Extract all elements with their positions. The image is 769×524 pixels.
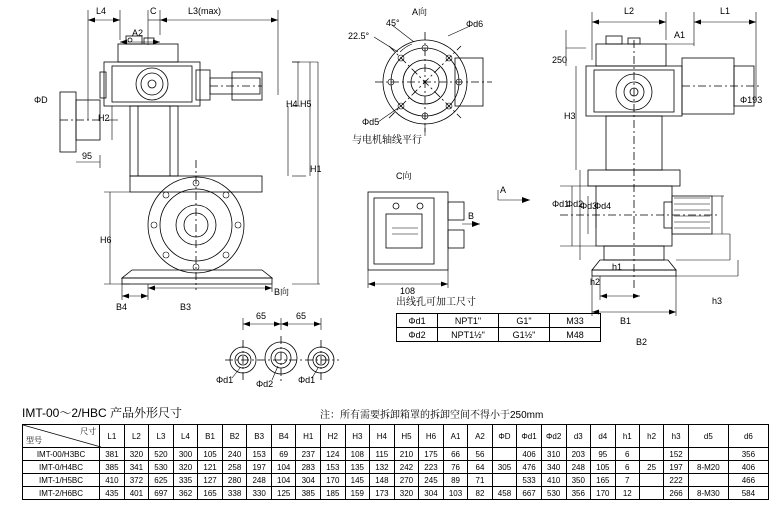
table-cell: 584	[728, 487, 768, 500]
column-header-H4: H4	[370, 425, 395, 448]
dim-B3: B3	[180, 302, 192, 312]
column-header-B3: B3	[247, 425, 272, 448]
table-cell	[639, 448, 663, 461]
dim-250: 250	[552, 55, 568, 65]
table-cell: 210	[394, 448, 419, 461]
table-cell: 466	[728, 474, 768, 487]
table-cell: 135	[345, 461, 370, 474]
dim-Phid2-mid: Φd2	[256, 379, 274, 389]
table-cell: 310	[541, 448, 566, 461]
table-cell: 173	[370, 487, 395, 500]
dim-B1: B1	[620, 316, 632, 326]
table-cell: 340	[541, 461, 566, 474]
column-header-L2: L2	[124, 425, 149, 448]
column-header-d5: d5	[688, 425, 728, 448]
dim-95: 95	[82, 151, 93, 161]
table-cell: 104	[271, 474, 296, 487]
table-cell: 121	[198, 461, 223, 474]
table-cell: 165	[198, 487, 223, 500]
table-cell: 320	[394, 487, 419, 500]
table-cell: 458	[492, 487, 517, 500]
table-row	[23, 461, 769, 474]
table-cell: 127	[198, 474, 223, 487]
table-cell: 197	[664, 461, 689, 474]
hole-row1-c3: M33	[550, 314, 601, 328]
view-c-label: C向	[396, 171, 412, 181]
table-cell: 320	[173, 461, 198, 474]
dim-h2: h2	[590, 277, 601, 287]
column-header-B1: B1	[198, 425, 223, 448]
dim-108: 108	[400, 286, 416, 296]
table-header-row	[23, 425, 769, 448]
angle-45: 45°	[386, 18, 400, 28]
dim-A2: A2	[132, 28, 144, 38]
table-cell: 625	[149, 474, 174, 487]
note-motor-axis-parallel: 与电机轴线平行	[352, 135, 422, 146]
table-cell: 330	[247, 487, 272, 500]
column-header-d4: d4	[591, 425, 616, 448]
column-header-H5: H5	[394, 425, 419, 448]
dim-Phid6: Φd6	[466, 19, 484, 29]
dim-L4: L4	[96, 6, 107, 16]
dim-Phid2: Φd2	[566, 199, 584, 209]
table-corner-cell: 尺寸 型号	[23, 425, 100, 448]
table-cell: 320	[124, 448, 149, 461]
table-cell: 362	[173, 487, 198, 500]
table-cell: 356	[728, 448, 768, 461]
table-cell: 338	[222, 487, 247, 500]
column-header-B4: B4	[271, 425, 296, 448]
table-cell	[492, 474, 517, 487]
table-cell: 170	[321, 474, 346, 487]
dim-B4: B4	[116, 302, 128, 312]
hole-row1-c1: NPT1"	[438, 314, 499, 328]
table-cell: 406	[517, 448, 542, 461]
table-cell: 223	[419, 461, 444, 474]
table-cell: 153	[247, 448, 272, 461]
hole-row2-label: Φd2	[397, 328, 438, 342]
hole-table	[396, 313, 601, 342]
dim-L1: L1	[720, 6, 731, 16]
table-cell: 7	[615, 474, 639, 487]
table-cell: 145	[345, 474, 370, 487]
column-header-Φd2: Φd2	[541, 425, 566, 448]
table-cell: 237	[296, 448, 321, 461]
table-cell: 305	[492, 461, 517, 474]
table-cell: 148	[370, 474, 395, 487]
table-cell: 170	[591, 487, 616, 500]
dimension-table	[22, 424, 769, 500]
dim-h1: h1	[612, 262, 623, 272]
arrow-b-label: B	[468, 211, 475, 221]
table-cell: 335	[173, 474, 198, 487]
dim-H6: H6	[100, 235, 112, 245]
table-cell: 165	[591, 474, 616, 487]
table-cell: 245	[419, 474, 444, 487]
table-cell: 197	[247, 461, 272, 474]
hole-row2-c1: NPT1½"	[438, 328, 499, 342]
table-cell: 350	[566, 474, 591, 487]
dim-Phid1-right: Φd1	[298, 375, 316, 385]
table-cell	[688, 448, 728, 461]
column-header-d6: d6	[728, 425, 768, 448]
dim-H3: H3	[564, 111, 576, 121]
dim-C: C	[150, 6, 157, 16]
column-header-H3: H3	[345, 425, 370, 448]
table-cell: 476	[517, 461, 542, 474]
table-cell: 356	[566, 487, 591, 500]
table-cell: 76	[443, 461, 468, 474]
row-model: IMT-2/H6BC	[23, 487, 100, 500]
table-cell: 410	[541, 474, 566, 487]
table-cell	[688, 474, 728, 487]
table-cell: 66	[443, 448, 468, 461]
hole-row2-c3: M48	[550, 328, 601, 342]
table-cell: 56	[468, 448, 492, 461]
table-cell: 667	[517, 487, 542, 500]
table-cell: 266	[664, 487, 689, 500]
table-row	[23, 487, 769, 500]
table-cell: 185	[321, 487, 346, 500]
table-cell: 103	[443, 487, 468, 500]
table-cell: 175	[419, 448, 444, 461]
table-cell: 406	[728, 461, 768, 474]
table-cell: 159	[345, 487, 370, 500]
table-cell: 89	[443, 474, 468, 487]
column-header-H6: H6	[419, 425, 444, 448]
hole-table-caption: 出线孔可加工尺寸	[396, 297, 476, 308]
dim-65-left: 65	[256, 311, 267, 321]
hole-row1-c2: G1"	[499, 314, 550, 328]
dim-H5: H5	[300, 99, 312, 109]
column-header-ΦD: ΦD	[492, 425, 517, 448]
table-cell: 64	[468, 461, 492, 474]
row-model: IMT-1/H5BC	[23, 474, 100, 487]
table-cell: 153	[321, 461, 346, 474]
column-header-d3: d3	[566, 425, 591, 448]
column-header-A1: A1	[443, 425, 468, 448]
table-cell: 12	[615, 487, 639, 500]
table-cell: 533	[517, 474, 542, 487]
dim-Phi193: Φ193	[740, 95, 763, 105]
column-header-H1: H1	[296, 425, 321, 448]
table-cell: 697	[149, 487, 174, 500]
table-cell: 248	[566, 461, 591, 474]
column-header-L4: L4	[173, 425, 198, 448]
table-cell: 132	[370, 461, 395, 474]
hole-row2-c2: G1½"	[499, 328, 550, 342]
table-cell: 341	[124, 461, 149, 474]
view-b-label: B向	[274, 287, 290, 297]
table-cell: 71	[468, 474, 492, 487]
dim-Phid1-left: Φd1	[216, 375, 234, 385]
column-header-h3: h3	[664, 425, 689, 448]
table-cell: 520	[149, 448, 174, 461]
dim-H1: H1	[310, 164, 322, 174]
table-cell: 304	[419, 487, 444, 500]
table-row	[397, 314, 601, 328]
table-cell: 372	[124, 474, 149, 487]
table-cell: 248	[247, 474, 272, 487]
table-cell: 105	[198, 448, 223, 461]
table-cell: 258	[222, 461, 247, 474]
column-header-L3: L3	[149, 425, 174, 448]
table-cell: 530	[149, 461, 174, 474]
column-header-h1: h1	[615, 425, 639, 448]
column-header-Φd1: Φd1	[517, 425, 542, 448]
table-row	[23, 448, 769, 461]
dim-H4: H4	[286, 99, 298, 109]
dim-Phid5: Φd5	[362, 117, 380, 127]
dim-Phid4: Φd4	[594, 201, 612, 211]
section-a-label: A	[500, 185, 507, 195]
dim-Phid1: Φd1	[552, 199, 570, 209]
table-cell: 105	[591, 461, 616, 474]
table-cell: 385	[100, 461, 125, 474]
table-cell	[639, 474, 663, 487]
column-header-A2: A2	[468, 425, 492, 448]
dim-H2: H2	[98, 113, 110, 123]
dim-65-right: 65	[296, 311, 307, 321]
table-cell: 115	[370, 448, 395, 461]
table-cell: 69	[271, 448, 296, 461]
table-cell: 283	[296, 461, 321, 474]
table-cell: 95	[591, 448, 616, 461]
dim-L3: L3(max)	[188, 6, 222, 16]
view-a-label: A向	[412, 7, 428, 17]
column-header-H2: H2	[321, 425, 346, 448]
dim-A1: A1	[674, 30, 686, 40]
page-title: IMT-00～2/HBC 产品外形尺寸	[22, 406, 183, 420]
table-cell: 125	[271, 487, 296, 500]
column-header-h2: h2	[639, 425, 663, 448]
hole-row1-label: Φd1	[397, 314, 438, 328]
table-cell: 82	[468, 487, 492, 500]
table-cell: 300	[173, 448, 198, 461]
table-cell: 8-M20	[688, 461, 728, 474]
table-cell: 401	[124, 487, 149, 500]
table-cell: 280	[222, 474, 247, 487]
table-cell: 530	[541, 487, 566, 500]
table-cell: 124	[321, 448, 346, 461]
angle-22_5: 22.5°	[348, 31, 370, 41]
table-cell: 108	[345, 448, 370, 461]
dim-PhiD: ΦD	[34, 95, 48, 105]
dim-B2: B2	[636, 337, 648, 347]
column-header-L1: L1	[100, 425, 125, 448]
table-cell: 270	[394, 474, 419, 487]
row-model: IMT-00/H3BC	[23, 448, 100, 461]
table-cell: 25	[639, 461, 663, 474]
table-cell: 8-M30	[688, 487, 728, 500]
table-row	[397, 328, 601, 342]
table-cell: 381	[100, 448, 125, 461]
table-cell: 240	[222, 448, 247, 461]
table-cell: 6	[615, 461, 639, 474]
table-cell: 104	[271, 461, 296, 474]
row-model: IMT-0/H4BC	[23, 461, 100, 474]
table-row	[23, 474, 769, 487]
table-cell: 222	[664, 474, 689, 487]
dim-L2: L2	[624, 6, 635, 16]
dim-h3: h3	[712, 296, 723, 306]
column-header-B2: B2	[222, 425, 247, 448]
table-cell	[639, 487, 663, 500]
table-cell: 410	[100, 474, 125, 487]
table-cell: 6	[615, 448, 639, 461]
table-cell: 203	[566, 448, 591, 461]
drawing-note: 注：所有需要拆卸箱罩的拆卸空间不得小于250mm	[320, 410, 544, 421]
table-cell: 304	[296, 474, 321, 487]
table-cell: 152	[664, 448, 689, 461]
table-cell: 242	[394, 461, 419, 474]
table-cell: 435	[100, 487, 125, 500]
table-cell	[492, 448, 517, 461]
table-cell: 385	[296, 487, 321, 500]
dim-Phid3: Φd3	[580, 201, 598, 211]
